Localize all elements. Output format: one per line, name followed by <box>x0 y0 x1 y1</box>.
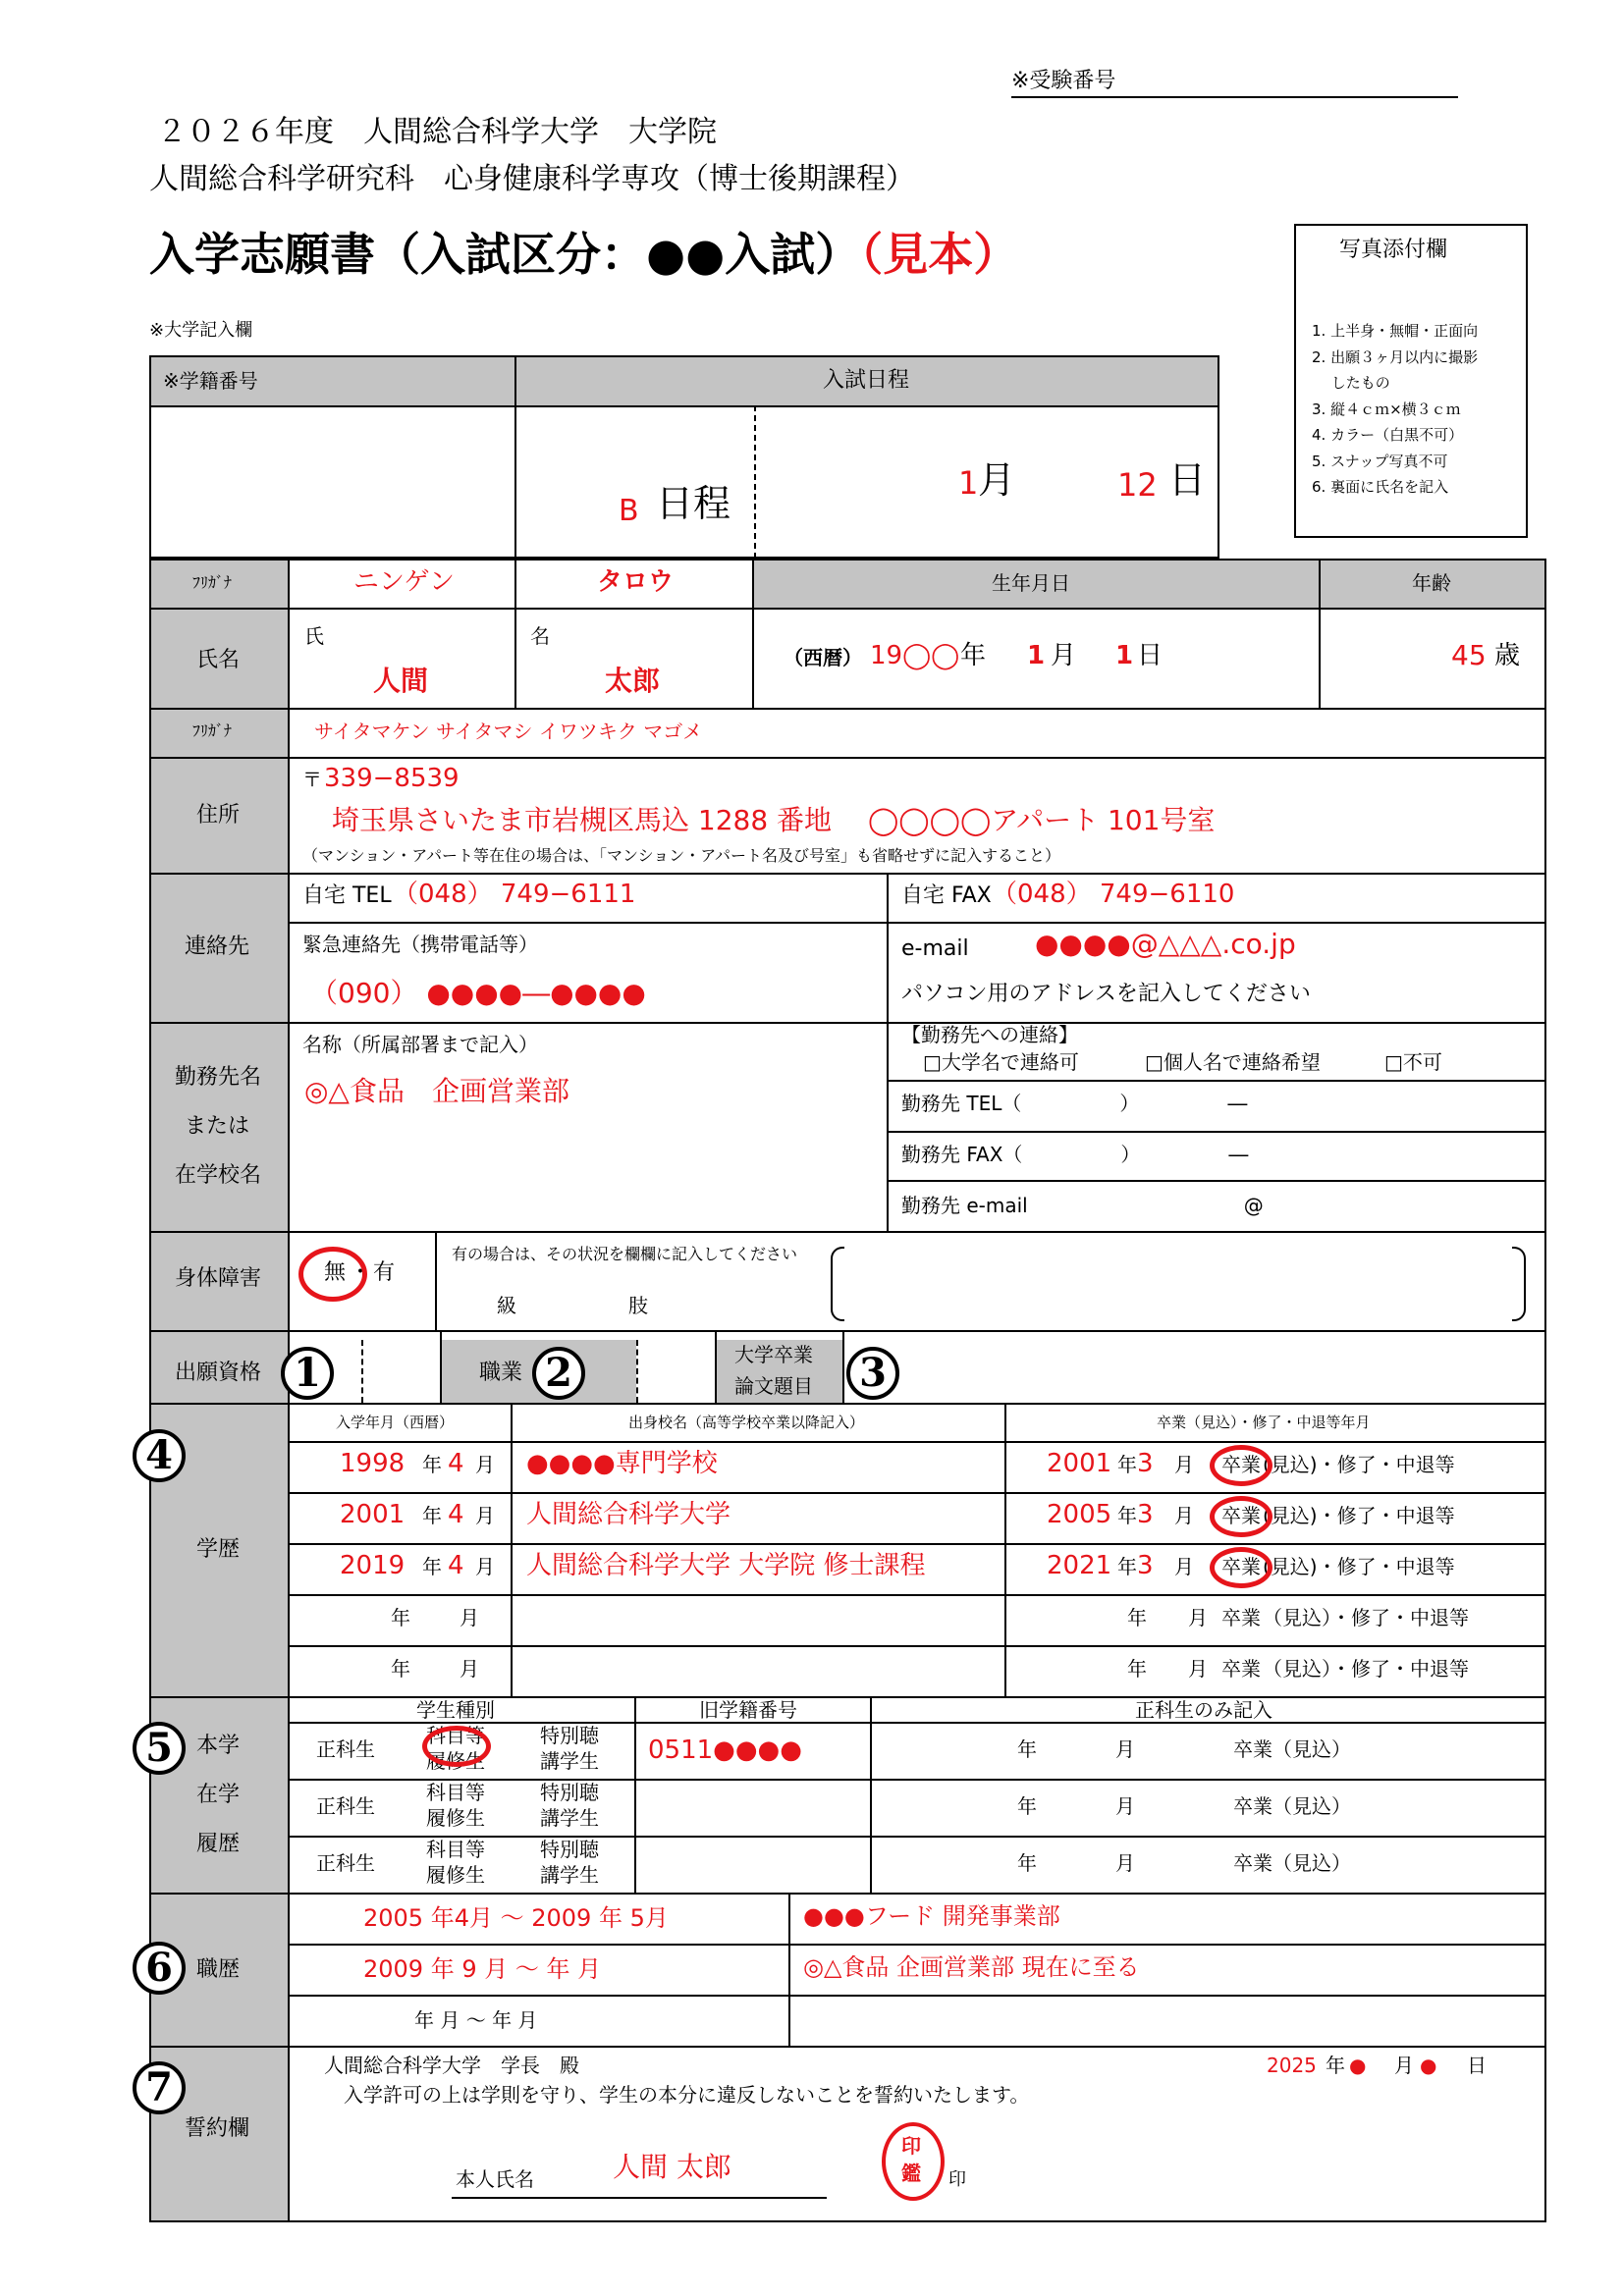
edu-grad-status: 卒業 <box>1221 1606 1261 1629</box>
edu-header-school: 出身校名（高等学校卒業以降記入） <box>628 1414 865 1431</box>
edu-entry-month: 4 <box>448 1551 464 1580</box>
edu-grad-year-label: 年 <box>1117 1453 1137 1476</box>
email-value: ●●●●@△△△.co.jp <box>1035 928 1296 960</box>
address-label: 住所 <box>196 803 241 828</box>
edu-entry-year-label: 年 <box>391 1606 410 1629</box>
type-special-2: 講学生 <box>540 1863 599 1887</box>
edu-entry-year-label: 年 <box>422 1555 442 1578</box>
admin-table <box>149 355 1219 559</box>
graduated-circle <box>1210 1496 1272 1537</box>
contact-option-univ[interactable]: □大学名で連絡可 <box>923 1050 1079 1074</box>
seal-bottom: 鑑 <box>901 2162 921 2185</box>
name-mei: 太郎 <box>605 665 661 697</box>
email-note: パソコン用のアドレスを記入してください <box>901 982 1311 1006</box>
edu-grad-rest: （見込）・修了・中退等 <box>1263 1606 1469 1629</box>
type-regular: 正科生 <box>316 1794 375 1818</box>
edu-grad-month-label: 月 <box>1174 1453 1194 1476</box>
type-regular: 正科生 <box>316 1851 375 1875</box>
mei-label: 名 <box>530 624 550 648</box>
edu-grad-year-label: 年 <box>1117 1555 1137 1578</box>
home-fax: （048） 749−6110 <box>992 880 1235 909</box>
photo-item: 5. スナップ写真不可 <box>1312 452 1448 470</box>
type-course-1: 科目等 <box>426 1838 485 1861</box>
career-company-2: ◎△食品 企画営業部 現在に至る <box>803 1953 1140 1981</box>
course-student-circle <box>422 1726 491 1767</box>
career-period-2: 2009 年 9 月 〜 年 月 <box>363 1955 602 1983</box>
month-value: 1 <box>958 464 979 502</box>
type-special-2: 講学生 <box>540 1806 599 1830</box>
workplace-name: ◎△食品 企画営業部 <box>304 1075 569 1107</box>
birth-day: 1 <box>1115 641 1134 670</box>
edu-entry-month-label: 月 <box>475 1555 495 1578</box>
schedule-label: 入試日程 <box>823 368 910 393</box>
graduated-circle <box>1210 1445 1272 1486</box>
edu-grad-rest: （見込）・修了・中退等 <box>1263 1657 1469 1681</box>
photo-item: 1. 上半身・無帽・正面向 <box>1312 322 1479 340</box>
enrollment-label-3: 履歴 <box>196 1832 241 1856</box>
workplace-label-1: 勤務先名 <box>175 1065 262 1090</box>
type-regular: 正科生 <box>316 1737 375 1761</box>
disability-yes: 有 <box>373 1260 396 1285</box>
pledge-addressee: 人間総合科学大学 学長 殿 <box>324 2054 579 2077</box>
pledge-day: ● <box>1420 2054 1437 2077</box>
home-fax-label: 自宅 FAX <box>901 883 992 908</box>
sign-label: 本人氏名 <box>456 2167 534 2191</box>
type-special-2: 講学生 <box>540 1749 599 1773</box>
work-tel-label: 勤務先 TEL（ ） ― <box>901 1092 1248 1115</box>
birth-day-label: 日 <box>1137 641 1164 670</box>
education-number-4: 4 <box>133 1429 186 1482</box>
disability-note: 有の場合は、その状況を欄欄に記入してください <box>452 1245 798 1263</box>
pledge-day-label: 日 <box>1467 2054 1487 2077</box>
photo-item: したもの <box>1312 374 1390 392</box>
type-course-1: 科目等 <box>426 1724 485 1747</box>
schedule-value: B <box>619 494 639 528</box>
photo-item: 6. 裏面に氏名を記入 <box>1312 478 1449 496</box>
workplace-label-2: または <box>185 1114 250 1139</box>
exam-number-underline <box>1011 96 1458 98</box>
workplace-label-3: 在学校名 <box>175 1163 262 1188</box>
pledge-label: 誓約欄 <box>185 2116 250 2141</box>
photo-item: 2. 出願３ヶ月以内に撮影 <box>1312 347 1479 366</box>
type-course-2: 履修生 <box>426 1863 485 1887</box>
disability-bracket-left <box>831 1247 844 1321</box>
work-fax-label: 勤務先 FAX（ ） ― <box>901 1143 1249 1166</box>
edu-grad-month: 3 <box>1137 1500 1154 1529</box>
header-line2: 人間総合科学研究科 心身健康科学専攻（博士後期課程） <box>149 162 915 196</box>
type-course-2: 履修生 <box>426 1749 485 1773</box>
disability-bracket-right <box>1512 1247 1526 1321</box>
schedule-suffix: 日程 <box>656 482 731 525</box>
career-company-1: ●●●フード 開発事業部 <box>803 1902 1060 1930</box>
edu-grad-year: 2001 <box>1047 1449 1112 1478</box>
work-email-label: 勤務先 e-mail @ <box>901 1194 1264 1217</box>
edu-entry-year-label: 年 <box>391 1657 410 1681</box>
day-value: 12 <box>1117 466 1158 504</box>
student-no-label: ※学籍番号 <box>163 369 258 393</box>
regular-period: 年 月 卒業（見込） <box>1017 1851 1351 1875</box>
sei-label: 氏 <box>304 624 324 648</box>
emergency-label: 緊急連絡先（携帯電話等） <box>302 933 538 956</box>
day-label: 日 <box>1168 458 1207 502</box>
type-course-1: 科目等 <box>426 1781 485 1804</box>
furigana-sei: ニンゲン <box>353 567 455 597</box>
page-title <box>149 228 1019 281</box>
birth-era: （西暦） <box>784 646 862 669</box>
edu-entry-month: 4 <box>448 1449 464 1478</box>
edu-school: ●●●●専門学校 <box>526 1449 718 1478</box>
edu-grad-status: 卒業 <box>1221 1504 1261 1527</box>
edu-grad-status: 卒業 <box>1221 1453 1261 1476</box>
address-value: 埼玉県さいたま市岩槻区馬込 1288 番地 ◯◯◯◯アパート 101号室 <box>332 804 1216 836</box>
name-sei: 人間 <box>373 665 429 697</box>
workplace-contact-header: 【勤務先への連絡】 <box>901 1023 1078 1046</box>
pledge-text: 入学許可の上は学則を守り、学生の本分に違反しないことを誓約いたします。 <box>344 2083 1030 2107</box>
disability-label: 身体障害 <box>175 1266 262 1291</box>
pledge-year: 2025 <box>1267 2054 1317 2077</box>
edu-grad-year: 2005 <box>1047 1500 1112 1529</box>
postal-code: 339−8539 <box>324 764 460 793</box>
header-line1: ２０２６年度 人間総合科学大学 大学院 <box>157 115 717 149</box>
edu-grad-month-label: 月 <box>1188 1606 1208 1629</box>
thesis-label-1: 大学卒業 <box>734 1343 813 1366</box>
job-label: 職業 <box>479 1361 523 1385</box>
home-tel-label: 自宅 TEL <box>302 883 392 908</box>
edu-entry-month-label: 月 <box>475 1453 495 1476</box>
month-label: 月 <box>978 458 1016 502</box>
edu-school: 人間総合科学大学 <box>526 1500 731 1529</box>
title-main: 入学志願書（入試区分：●●入試） <box>149 228 861 281</box>
disability-none: 無 <box>324 1260 347 1285</box>
edu-grad-year-label: 年 <box>1127 1657 1147 1681</box>
edu-school: 人間総合科学大学 大学院 修士課程 <box>526 1551 926 1580</box>
postal-mark: 〒 <box>302 768 322 791</box>
edu-grad-month: 3 <box>1137 1551 1154 1580</box>
sign-name: 人間 太郎 <box>613 2151 731 2183</box>
career-period-1: 2005 年4月 〜 2009 年 5月 <box>363 1904 669 1932</box>
disability-none-circle <box>298 1247 367 1302</box>
photo-title: 写真添付欄 <box>1339 238 1448 262</box>
regular-period: 年 月 卒業（見込） <box>1017 1737 1351 1761</box>
pledge-month-label: 月 <box>1394 2054 1414 2077</box>
emergency-value: （090） ●●●●―●●●● <box>310 977 646 1009</box>
edu-entry-year-label: 年 <box>422 1504 442 1527</box>
email-label: e-mail <box>901 936 969 961</box>
job-number-2: 2 <box>532 1347 585 1400</box>
edu-grad-month-label: 月 <box>1188 1657 1208 1681</box>
edu-entry-year-label: 年 <box>422 1453 442 1476</box>
enroll-header-oldno: 旧学籍番号 <box>699 1698 797 1722</box>
furigana-label: ﾌﾘｶﾞﾅ <box>192 573 233 592</box>
birth-label: 生年月日 <box>992 571 1070 595</box>
enroll-header-regular: 正科生のみ記入 <box>1135 1698 1272 1722</box>
type-course-2: 履修生 <box>426 1806 485 1830</box>
photo-box <box>1294 224 1528 538</box>
edu-grad-month-label: 月 <box>1174 1504 1194 1527</box>
age-value: 45 <box>1451 639 1487 671</box>
seal-top: 印 <box>901 2134 921 2158</box>
edu-grad-year-label: 年 <box>1127 1606 1147 1629</box>
career-label: 職歴 <box>196 1957 241 1982</box>
career-number-6: 6 <box>133 1942 186 1995</box>
birth-year: 19◯◯ <box>870 641 960 670</box>
edu-grad-year-label: 年 <box>1117 1504 1137 1527</box>
birth-month: 1 <box>1027 641 1046 670</box>
title-sample: （見本） <box>860 228 1019 281</box>
photo-item: 4. カラー（白黒不可） <box>1312 426 1464 444</box>
edu-grad-status: 卒業 <box>1221 1657 1261 1681</box>
type-special-1: 特別聴 <box>540 1781 599 1804</box>
edu-entry-year: 2001 <box>340 1500 406 1529</box>
univ-fill-note: ※大学記入欄 <box>149 320 253 341</box>
disability-limb: 肢 <box>628 1294 648 1317</box>
type-special-1: 特別聴 <box>540 1838 599 1861</box>
qualification-number-1: 1 <box>281 1347 334 1400</box>
edu-entry-month-label: 月 <box>460 1606 479 1629</box>
education-label: 学歴 <box>196 1537 241 1562</box>
edu-grad-status: 卒業 <box>1221 1555 1261 1578</box>
contact-option-none[interactable]: □不可 <box>1384 1050 1442 1074</box>
career-period-3: 年 月 〜 年 月 <box>414 2008 538 2032</box>
edu-grad-rest: (見込)・修了・中退等 <box>1263 1453 1455 1476</box>
age-label: 年齢 <box>1412 571 1451 595</box>
qualification-label: 出願資格 <box>175 1361 262 1385</box>
birth-month-label: 月 <box>1051 641 1077 670</box>
enroll-header-type: 学生種別 <box>416 1698 495 1722</box>
seal-label: 印 <box>948 2169 966 2190</box>
edu-grad-year: 2021 <box>1047 1551 1112 1580</box>
edu-header-grad: 卒業（見込）・修了・中退等年月 <box>1157 1414 1371 1431</box>
pledge-month: ● <box>1349 2054 1367 2077</box>
enrollment-label-1: 本学 <box>196 1734 241 1758</box>
age-unit: 歳 <box>1494 641 1521 670</box>
old-student-no: 0511●●●● <box>648 1735 802 1765</box>
sign-underline <box>452 2197 827 2199</box>
exam-number-label: ※受験番号 <box>1011 69 1116 93</box>
pledge-number-7: 7 <box>133 2061 186 2114</box>
graduated-circle <box>1210 1547 1272 1588</box>
edu-entry-month-label: 月 <box>460 1657 479 1681</box>
address-furigana-label: ﾌﾘｶﾞﾅ <box>192 721 233 740</box>
contact-label: 連絡先 <box>185 934 250 959</box>
edu-grad-rest: (見込)・修了・中退等 <box>1263 1504 1455 1527</box>
edu-grad-month-label: 月 <box>1174 1555 1194 1578</box>
type-special-1: 特別聴 <box>540 1724 599 1747</box>
enrollment-label-2: 在学 <box>196 1783 241 1807</box>
edu-entry-month-label: 月 <box>475 1504 495 1527</box>
photo-item: 3. 縦４ｃｍ×横３ｃｍ <box>1312 400 1461 418</box>
birth-year-label: 年 <box>960 641 987 670</box>
edu-grad-month: 3 <box>1137 1449 1154 1478</box>
name-label: 氏名 <box>196 648 241 672</box>
furigana-mei: タロウ <box>597 567 675 597</box>
edu-grad-rest: (見込)・修了・中退等 <box>1263 1555 1455 1578</box>
thesis-label-2: 論文題目 <box>734 1374 813 1398</box>
enrollment-number-5: 5 <box>133 1722 186 1775</box>
edu-entry-year: 2019 <box>340 1551 406 1580</box>
edu-header-entry: 入学年月（西暦） <box>336 1414 455 1431</box>
edu-entry-month: 4 <box>448 1500 464 1529</box>
workplace-name-label: 名称（所属部署まで記入） <box>302 1033 538 1056</box>
address-furigana: サイタマケン サイタマシ イワツキク マゴメ <box>314 720 703 743</box>
regular-period: 年 月 卒業（見込） <box>1017 1794 1351 1818</box>
address-note: （マンション・アパート等在住の場合は、「マンション・アパート名及び号室」も省略せずに記入すること） <box>302 846 1061 865</box>
photo-instructions <box>1312 318 1478 501</box>
edu-entry-year: 1998 <box>340 1449 406 1478</box>
contact-option-personal[interactable]: □個人名で連絡希望 <box>1145 1050 1321 1074</box>
home-tel: （048） 749−6111 <box>393 880 636 909</box>
disability-grade: 級 <box>497 1294 516 1317</box>
thesis-number-3: 3 <box>846 1347 899 1400</box>
pledge-year-label: 年 <box>1326 2054 1345 2077</box>
disability-sep: ・ <box>350 1260 372 1285</box>
